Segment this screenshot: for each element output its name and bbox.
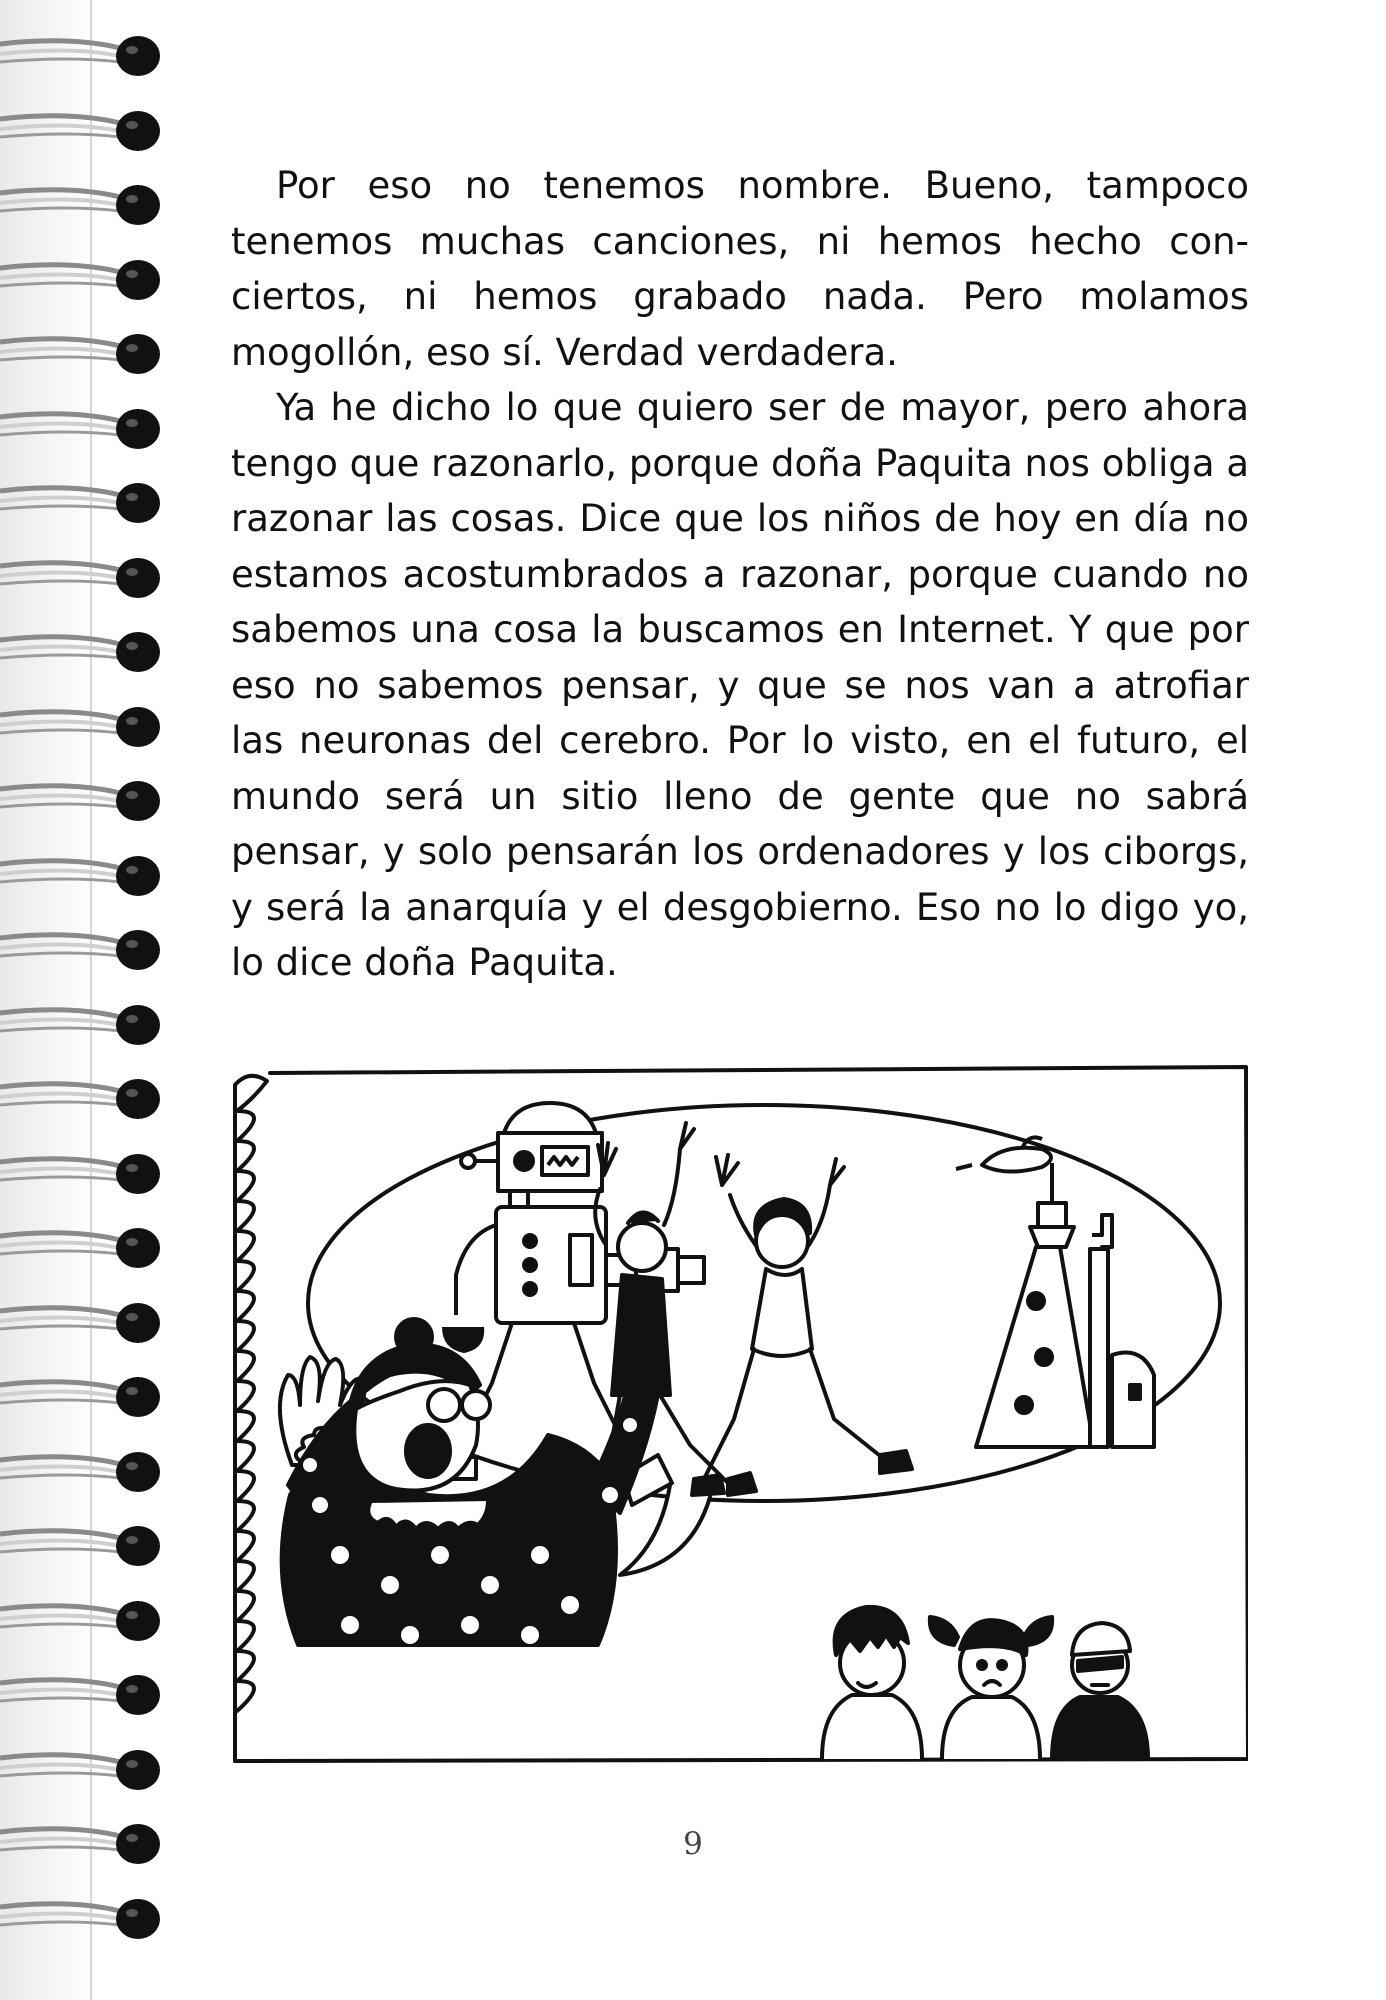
spiral-coil-icon xyxy=(0,1595,170,1643)
spiral-coil-icon xyxy=(0,1371,170,1419)
person-icon xyxy=(692,1155,912,1495)
spiral-coil-icon xyxy=(0,30,170,78)
spiral-coil-icon xyxy=(0,701,170,749)
spiral-coil-icon xyxy=(0,477,170,525)
cartoon-illustration xyxy=(230,1065,1248,1765)
spiral-coil-icon xyxy=(0,1148,170,1196)
spiral-coil-icon xyxy=(0,924,170,972)
spiral-coil-icon xyxy=(0,1893,170,1941)
teacher-icon xyxy=(280,1319,660,1645)
spiral-coil-icon xyxy=(0,328,170,376)
spiral-coil-icon xyxy=(0,1520,170,1568)
spiral-coil-icon xyxy=(0,1073,170,1121)
spiral-coil-icon xyxy=(0,403,170,451)
squiggle-edge xyxy=(235,1076,267,1761)
spiral-coil-icon xyxy=(0,775,170,823)
tower-icon xyxy=(976,1163,1154,1447)
child-icon xyxy=(822,1607,922,1759)
spiral-coil-icon xyxy=(0,626,170,674)
spiral-coil-icon xyxy=(0,179,170,227)
spiral-coil-icon xyxy=(0,552,170,600)
spiral-coil-icon xyxy=(0,1818,170,1866)
body-text xyxy=(231,158,1249,991)
paragraph-2: Ya he dicho lo que quiero ser de mayor, pero ahora tengo que razonarlo, porque doña Paquita nos obliga a razonar las cosas. Dice que los niños de hoy en día no estamos acostumbrados a razonar, porque cuando no sabemos una cosa la buscamos en Internet. Y que por eso no sabemos pensar, y que se nos van a atrofiar las neuronas del cerebro. Por lo visto, en el futuro, el mundo será un sitio lleno de gente que no sabrá pensar, y solo pensarán los ordenadores y los ciborgs, y será la anarquía y el desgobierno. Eso no lo digo yo, lo dice doña Paquita. xyxy=(231,386,1249,984)
spiral-coil-icon xyxy=(0,1744,170,1792)
child-icon xyxy=(1052,1623,1148,1759)
paragraph-1: Por eso no tenemos nombre. Bueno, tampoco tenemos muchas canciones, ni hemos hecho conciertos, ni hemos grabado nada. Pero molamos mogollón, eso sí. Verdad verdadera. xyxy=(231,164,1249,374)
spiral-coil-icon xyxy=(0,999,170,1047)
spiral-coil-icon xyxy=(0,850,170,898)
spiral-coil-icon xyxy=(0,1446,170,1494)
spiral-coil-icon xyxy=(0,105,170,153)
spiral-coil-icon xyxy=(0,1297,170,1345)
spiral-coil-icon xyxy=(0,1222,170,1270)
page-number: 9 xyxy=(683,1826,703,1862)
spiral-coil-icon xyxy=(0,254,170,302)
spiral-coil-icon xyxy=(0,1669,170,1717)
child-icon xyxy=(930,1617,1052,1759)
